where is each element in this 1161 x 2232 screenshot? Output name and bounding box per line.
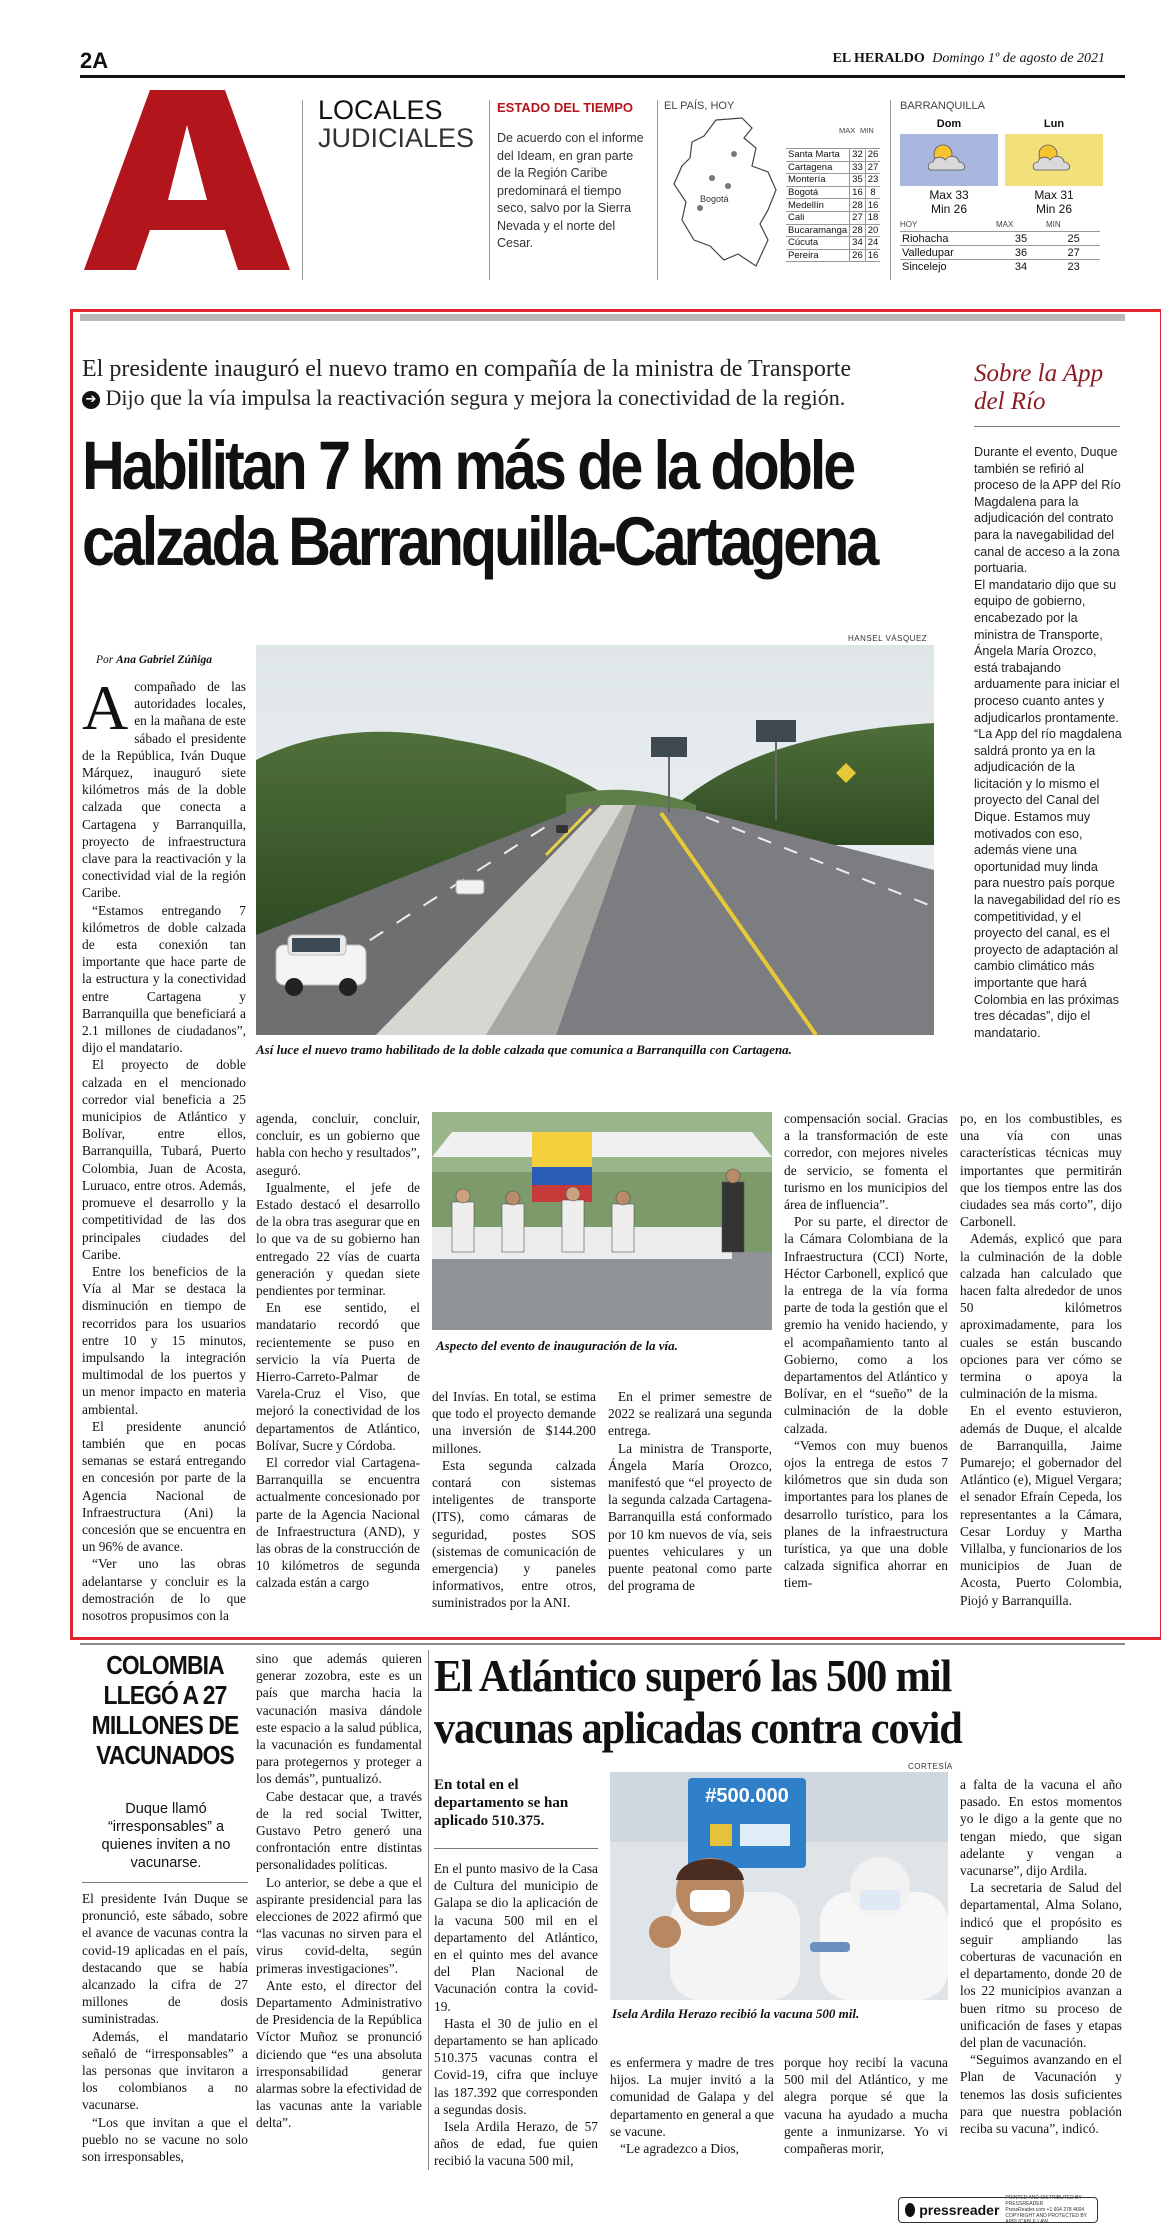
hoy-label: HOY xyxy=(900,220,918,229)
hoy-max-label: MAX xyxy=(996,220,1014,229)
city-max: 34 xyxy=(850,237,866,250)
city-row xyxy=(786,224,880,237)
city-row xyxy=(786,199,880,212)
col3-paragraph-1: del Invías. En total, se estima que todo el proyecto demande una inversión de $144.200 millones. xyxy=(432,1389,596,1456)
story3-col3-paragraph-1: porque hoy recibí la vacuna 500 mil del Atlántico, y me alegra porque sé que la vacuna ha ayudado a mucha gente a inmunizarse. Yo vi compañeras morir, xyxy=(784,2055,948,2157)
story3-headline-line-1: El Atlántico superó las 500 mil xyxy=(434,1650,952,1701)
regional-min: 27 xyxy=(1067,246,1080,259)
col4-paragraph-1: En el primer semestre de 2022 se realizará una segunda entrega. xyxy=(608,1389,772,1439)
forecast-card xyxy=(1005,118,1103,218)
story2-col2-paragraph-4: Ante esto, el director del Departamento Administrativo de Presidencia de la República Víctor Muñoz se pronunció diciendo que “es una absoluta irresponsabilidad generar alarmas sobre la efectividad de las vacunas ante la variable delta”. xyxy=(256,1977,422,2131)
col5-paragraph-1: compensación social. Gracias a la transformación de este corredor, con mejores niveles de servicio, se fomenta el turismo en los municipios del área de influencia”. xyxy=(784,1111,948,1213)
pressreader-note-3: COPYRIGHT AND PROTECTED BY APPLICABLE LAW xyxy=(1005,2213,1087,2225)
city-name: Bogotá xyxy=(788,187,819,199)
byline xyxy=(96,654,212,666)
city-min: 18 xyxy=(865,211,880,224)
city-name: Bucaramanga xyxy=(788,224,848,236)
pressreader-note-1: PRINTED AND DISTRIBUTED BY PRESSREADER xyxy=(1005,2195,1082,2207)
city-name: Cúcuta xyxy=(788,237,819,249)
story3-column-4 xyxy=(960,1776,1122,2137)
city-min: 20 xyxy=(865,224,880,237)
barranquilla-label: BARRANQUILLA xyxy=(900,100,985,112)
col1-paragraph-2: “Estamos entregando 7 kilómetros de doble calzada de esta conexión tan importante que hace parte de la estructura y la conectividad entre Cartagena y Barranquilla que beneficiará a 2.1 millones de ciudadanos”, dijo el mandatario. xyxy=(82,902,246,1056)
city-name: Montería xyxy=(788,174,826,186)
lower-rule xyxy=(80,1643,1125,1645)
section-title xyxy=(318,96,474,152)
col6-paragraph-3: En el evento estuvieron, además de Duque, el alcalde de Barranquilla, Jaime Pumarejo; el gobernador del Atlántico (e), Miguel Vergara; el senador Efraín Cepeda, los representantes a la Cámara, Cesar Lorduy y Martha Villalba, y funcionarios de los municipios de Juan de Acosta, Puerto Colombia, Piojó y Barranquilla. xyxy=(960,1403,1122,1608)
story2-col1-paragraph-2: Además, el mandatario señaló de “irresponsables” a las personas que invitaron a los colombianos a no vacunarse. xyxy=(82,2028,248,2113)
pressreader-note xyxy=(1005,2195,1097,2225)
pressreader-badge xyxy=(898,2197,1098,2223)
event-caption: Aspecto del evento de inauguración de la vía. xyxy=(436,1338,678,1353)
city-name: Pereira xyxy=(788,250,819,262)
story2-deck: Duque llamó “irresponsables” a quienes inviten a no vacunarse. xyxy=(101,1801,231,1871)
regional-temperatures-table xyxy=(900,231,1100,274)
city-row xyxy=(786,161,880,174)
story2-rule xyxy=(82,1882,248,1883)
story3-col2-paragraph-2: “Le agradezco a Dios, xyxy=(620,2141,739,2157)
city-min: 27 xyxy=(865,161,880,174)
highway-photo xyxy=(256,645,934,1035)
weather-title: ESTADO DEL TIEMPO xyxy=(497,100,634,115)
city-name: Cali xyxy=(788,212,805,224)
col1-lead: compañado de las autoridades locales, en la mañana de este sábado el presidente de la República, Iván Duque Márquez, inauguró siete kilómetros más de la doble calzada que conecta a Cartagena y Barranquilla, proyecto de infraestructura clave para la reactivación y la conectividad vial de la región Caribe. xyxy=(82,679,246,901)
forecast-day: Lun xyxy=(1043,118,1065,130)
col1-paragraph-3: El proyecto de doble calzada en el mencionado corredor vial beneficia a 25 municipios de Atlántico y Bolívar, entre ellos, Barranquilla, Tubará, Puerto Colombia, Juan de Acosta, Luruaco, entre otros. Además, promueve el desarrollo y la competitividad de las dos principales ciudades del Caribe. xyxy=(82,1057,246,1262)
byline-author: Ana Gabriel Zúñiga xyxy=(116,654,212,666)
section-title-locales: LOCALES xyxy=(318,95,443,125)
story3-col1-paragraph-3: Isela Ardila Herazo, de 57 años de edad, fue quien recibió la vacuna 500 mil, xyxy=(434,2119,598,2169)
article-column-6 xyxy=(960,1110,1122,1609)
story3-photo-credit: CORTESÍA xyxy=(908,1762,953,1771)
story2-col1-paragraph-1: El presidente Iván Duque se pronunció, este sábado, sobre el avance de vacunas contra la covid-19 aplicadas en el país, destacando que se había alcanzado la cifra de 27 millones de dosis suministradas. xyxy=(82,1891,248,2027)
col2-paragraph-3: En ese sentido, el mandatario recordó que recientemente se puso en servicio la vía Puerta de Hierro-Carreto-Palmar de Varela-Cruz el Viso, que mejoró la conectividad de los departamentos de Atlántico, Bolívar, Sucre y Córdoba. xyxy=(256,1300,420,1453)
story3-col4-paragraph-1: a falta de la vacuna el año pasado. En estos momentos yo le digo a la gente que no tengan miedo, que sigan adelante y vengan a vacunarse”, dijo Ardila. xyxy=(960,1777,1122,1879)
city-row xyxy=(786,249,880,262)
event-photo xyxy=(432,1112,772,1330)
col2-paragraph-4: El corredor vial Cartagena-Barranquilla se encuentra actualmente concesionado por parte de la Agencia Nacional de Infraestructura (AND), y las obras de la construcción de 10 kilómetros de segunda calzada están a cargo xyxy=(256,1455,420,1591)
cities-header-max: MAX xyxy=(839,126,856,135)
story3-col2-paragraph-1: es enfermera y madre de tres hijos. La mujer invitó a la comunidad de Galapa y del departamento en general a que se vacune. xyxy=(610,2055,774,2139)
article-column-5 xyxy=(784,1110,948,1592)
city-min: 23 xyxy=(865,174,880,187)
section-divider xyxy=(302,100,303,280)
regional-city-name: Sincelejo xyxy=(902,260,947,273)
hoy-header xyxy=(900,220,1100,229)
dropcap: A xyxy=(82,672,129,743)
map-city-label: Bogotá xyxy=(700,194,729,204)
forecast-card xyxy=(900,118,998,218)
story2-col2-paragraph-3: Lo anterior, se debe a que el aspirante presidencial para las elecciones de 2022 afirmó que “las vacunas no sirven para el virus covid-delta, según primeras investigaciones”. xyxy=(256,1874,422,1976)
story2-col1-paragraph-3: “Los que invitan a que el pueblo no se vacune no solo son irresponsables, xyxy=(82,2114,248,2165)
article-headline xyxy=(82,428,876,580)
forecast-panel xyxy=(1005,134,1103,186)
city-min: 8 xyxy=(865,186,880,199)
city-name: Medellín xyxy=(788,199,824,211)
city-min: 16 xyxy=(865,199,880,212)
city-max: 28 xyxy=(850,199,866,212)
sun-cloud-icon xyxy=(919,138,979,183)
pressreader-note-2: PressReader.com +1 604 278 4604 xyxy=(1005,2207,1085,2213)
article-subkicker-row xyxy=(82,385,845,411)
city-row xyxy=(786,237,880,250)
story3-headline xyxy=(434,1650,962,1754)
weather-summary: De acuerdo con el informe del Ideam, en gran parte de la Región Caribe predominará el tiempo seco, salvo por la Sierra Nevada y el norte del Cesar. xyxy=(497,131,644,250)
story2-column-2 xyxy=(256,1650,422,2132)
city-min: 26 xyxy=(865,149,880,162)
sidebar-title xyxy=(974,360,1103,416)
photo-credit: HANSEL VÁSQUEZ xyxy=(848,634,928,643)
hoy-min-label: MIN xyxy=(1046,220,1061,229)
regional-row xyxy=(900,232,1100,246)
sidebar-body xyxy=(974,444,1122,1041)
col3-paragraph-2: Esta segunda calzada contará con sistemas inteligentes de transporte (ITS), como cámaras de seguridad, postes SOS (sistemas de comunicación de emergencia) y paneles informativos, entre otros, suministrados por la ANI. xyxy=(432,1457,596,1611)
photo-caption: Así luce el nuevo tramo habilitado de la doble calzada que comunica a Barranquilla con Cartagena. xyxy=(256,1042,792,1057)
story3-col4-paragraph-2: La secretaria de Salud del departamental, Alma Solano, indicó que el propósito es seguir ampliando las coberturas de vacunación en el departamento, donde 20 de los 22 municipios avanzan a buen ritmo su proceso de unificación de fases y etapas del plan de vacunación. xyxy=(960,1880,1122,2051)
regional-row xyxy=(900,246,1100,260)
regional-city-name: Riohacha xyxy=(902,232,949,245)
story3-deck-rule xyxy=(434,1848,598,1849)
story3-col1-paragraph-1: En el punto masivo de la Casa de Cultura del municipio de Galapa se dio la aplicación de la vacuna 500 mil en el departamento del Atlántico, en el quinto mes del avance del Plan Nacional de Vacunación contra la covid-19. xyxy=(434,1861,598,2014)
city-row xyxy=(786,174,880,187)
article-column-1 xyxy=(82,672,246,1624)
regional-max: 36 xyxy=(1014,246,1028,259)
forecast-min: Min 26 xyxy=(1035,202,1073,216)
sun-cloud-icon xyxy=(1024,138,1084,183)
article-column-4 xyxy=(608,1388,772,1594)
section-title-judiciales: JUDICIALES xyxy=(318,123,475,153)
city-max: 28 xyxy=(850,224,866,237)
city-max: 27 xyxy=(850,211,866,224)
col5-paragraph-3: “Vemos con muy buenos ojos la entrega de estos 7 kilómetros que sin duda son importantes para los planes de desarrollo turístico, para los planes de la infraestructura turística, ya que una doble calzada significa ahorrar en tiem- xyxy=(784,1437,948,1591)
story-divider xyxy=(428,1650,429,2170)
forecast-max: Max 31 xyxy=(1034,188,1074,202)
story3-col1-paragraph-2: Hasta el 30 de julio en el departamento se han aplicado 510.375 vacunas contra el Covid-19, cifra que incluye las 187.392 que corresponden a segundas dosis. xyxy=(434,2015,598,2117)
sidebar-title-line-1: Sobre la App xyxy=(974,360,1104,387)
city-row xyxy=(786,211,880,224)
col4-paragraph-2: La ministra de Transporte, Ángela María Orozco, manifestó que “el proyecto de la segunda calzada Cartagena-Barranquilla está conformado por 10 km nuevos de vía, seis puentes vehiculares y un puente peatonal como parte del programa de xyxy=(608,1440,772,1594)
forecast-panel xyxy=(900,134,998,186)
regional-max: 35 xyxy=(1014,232,1028,245)
article-subkicker: Dijo que la vía impulsa la reactivación segura y mejora la conectividad de la región. xyxy=(105,385,846,410)
story3-caption: Isela Ardila Herazo recibió la vacuna 500 mil. xyxy=(612,2006,860,2021)
col2-paragraph-1: agenda, concluir, concluir, concluir, es un gobierno que habla con hecho y resultados”, aseguró. xyxy=(256,1111,420,1178)
top-rule xyxy=(80,75,1125,78)
article-column-2 xyxy=(256,1110,420,1592)
story2-headline xyxy=(90,1650,240,1770)
story2-col2-paragraph-1: sino que además quieren generar zozobra, este es un país que marcha hacia la vacunación masiva dándole este espacio a la salud pública, la vacunación es fundamental para protegernos y proteger a los demás”, puntualizó. xyxy=(256,1651,422,1787)
pressreader-brand: pressreader xyxy=(919,2202,1000,2218)
issue-date: Domingo 1º de agosto de 2021 xyxy=(932,51,1105,66)
city-min: 16 xyxy=(865,249,880,262)
city-max: 35 xyxy=(850,174,866,187)
regional-min: 25 xyxy=(1067,232,1080,245)
city-temperatures-table xyxy=(786,148,880,262)
forecast-max: Max 33 xyxy=(929,188,969,202)
col1-paragraph-6: “Ver uno las obras adelantarse y concluir es la demostración de lo que nosotros propusimos con la xyxy=(82,1556,246,1623)
city-row xyxy=(786,186,880,199)
regional-max: 34 xyxy=(1014,260,1028,273)
city-row xyxy=(786,149,880,162)
page-number: 2A xyxy=(80,48,109,73)
forecast-cards xyxy=(900,118,1100,218)
svg-text:#500.000: #500.000 xyxy=(705,1785,789,1807)
arrow-circle-icon: ➔ xyxy=(82,391,100,409)
regional-city-name: Valledupar xyxy=(902,246,954,259)
forecast-min: Min 26 xyxy=(930,202,968,216)
story2-headline-line-4: VACUNADOS xyxy=(96,1740,234,1770)
pressreader-icon xyxy=(905,2203,915,2217)
story3-column-2 xyxy=(610,2054,774,2157)
story3-deck: En total en el departamento se han aplicado 510.375. xyxy=(434,1777,569,1829)
byline-prefix: Por xyxy=(96,654,114,666)
city-name: Santa Marta xyxy=(788,149,840,161)
regional-min: 23 xyxy=(1067,260,1080,273)
story2-headline-line-1: COLOMBIA xyxy=(106,1650,224,1680)
map-label: EL PAÍS, HOY xyxy=(664,100,735,112)
city-max: 16 xyxy=(850,186,866,199)
weather-divider-2 xyxy=(657,100,658,280)
regional-row xyxy=(900,260,1100,274)
story3-col4-paragraph-3: “Seguimos avanzando en el Plan de Vacunación y tenemos las dosis suficientes para que nuestra población reciba su vacuna”, indicó. xyxy=(960,2052,1122,2137)
city-min: 24 xyxy=(865,237,880,250)
col6-paragraph-1: po, en los combustibles, es una vía con unas características técnicas muy importantes que permitirán que los tiempos entre las dos ciudades sea más corto”, dijo Carbonell. xyxy=(960,1111,1122,1230)
headline-line-2: calzada Barranquilla-Cartagena xyxy=(82,503,877,580)
headline-line-1: Habilitan 7 km más de la doble xyxy=(82,427,854,504)
city-name: Cartagena xyxy=(788,161,833,173)
col2-paragraph-2: Igualmente, el jefe de Estado destacó el desarrollo de la obra tras asegurar que en lo que va de su gobierno han entregado 22 vías de cuarta generación y quedan siete pendientes por terminar. xyxy=(256,1179,420,1299)
col1-paragraph-5: El presidente anunció también que en pocas semanas se estará entregando en concesión por parte de la Agencia Nacional de Infraestructura (Ani) la concesión que se encuentra en un 96% de avance. xyxy=(82,1418,246,1555)
city-max: 33 xyxy=(850,161,866,174)
sidebar-title-line-2: del Río xyxy=(974,388,1046,415)
dateline xyxy=(833,51,1105,67)
city-max: 26 xyxy=(850,249,866,262)
paper-name: EL HERALDO xyxy=(832,51,925,66)
weather-divider-3 xyxy=(890,100,891,280)
sidebar-paragraph-3: “La App del río magdalena saldrá pronto ya en la adjudicación de la licitación y lo mismo el proyecto del Canal del Dique. Estamos muy motivados con eso, además viene una oportunidad muy linda para nuestro país porque la navegabilidad del río es competitividad, y el proyecto del canal, es el proyecto de adaptación al cambio climático más importante que hará Colombia en las próximas tres décadas”, dijo el mandatario. xyxy=(974,727,1122,1040)
section-letter-logo xyxy=(80,80,295,275)
article-kicker: El presidente inauguró el nuevo tramo en compañía de la ministra de Transporte xyxy=(82,356,852,382)
story3-column-1 xyxy=(434,1860,598,2170)
story2-column-1 xyxy=(82,1890,248,2165)
col6-paragraph-2: Además, explicó que para la culminación de la doble calzada han calculado que hacen falta alrededor de unos 50 kilómetros aproximadamente, para los cuales se están buscando opciones para ver cómo se termina o apoya la culminación de la misma. xyxy=(960,1231,1122,1402)
sidebar-paragraph-1: Durante el evento, Duque también se refirió al proceso de la APP del Río Magdalena para la adjudicación del contrato para la navegabilidad del canal de acceso a la zona portuaria. xyxy=(974,445,1121,576)
story2-col2-paragraph-2: Cabe destacar que, a través de la red social Twitter, Gustavo Petro generó una confrontación entre distintas personalidades políticas. xyxy=(256,1788,422,1873)
col5-paragraph-2: Por su parte, el director de la Cámara Colombiana de la Infraestructura (CCI) Norte, Héctor Carbonell, explicó que la entrega de la vía forma parte de toda la gestión que el gremio ha venido haciendo, y el acompañamiento tanto al Gobierno, como a los departamentos del Atlántico y Bolívar, en el “sueño” de la culminación de la doble calzada. xyxy=(784,1214,948,1436)
sidebar-paragraph-2: El mandatario dijo que su equipo de gobierno, encabezado por la ministra de Transporte, Ángela María Orozco, está trabajando arduamente para iniciar el proceso cuanto antes y adjudicarlos prontamente. xyxy=(974,577,1120,725)
weather-divider-1 xyxy=(489,100,490,280)
cities-header-min: MIN xyxy=(860,126,874,135)
article-column-3 xyxy=(432,1388,596,1612)
sidebar-rule xyxy=(974,426,1120,427)
story2-headline-line-2: LLEGÓ A 27 xyxy=(103,1680,227,1710)
story3-column-3 xyxy=(784,2054,948,2157)
forecast-day: Dom xyxy=(936,118,962,130)
city-max: 32 xyxy=(850,149,866,162)
story3-headline-line-2: vacunas aplicadas contra covid xyxy=(434,1702,962,1753)
story2-headline-line-3: MILLONES DE xyxy=(91,1710,239,1740)
vaccine-photo xyxy=(610,1772,948,2000)
col1-paragraph-4: Entre los beneficios de la Vía al Mar se destaca la disminución en tiempo de recorridos para los usuarios entre 10 y 15 minutos, impulsando la integración multimodal de los puertos y un menor impacto en materia ambiental. xyxy=(82,1263,246,1417)
